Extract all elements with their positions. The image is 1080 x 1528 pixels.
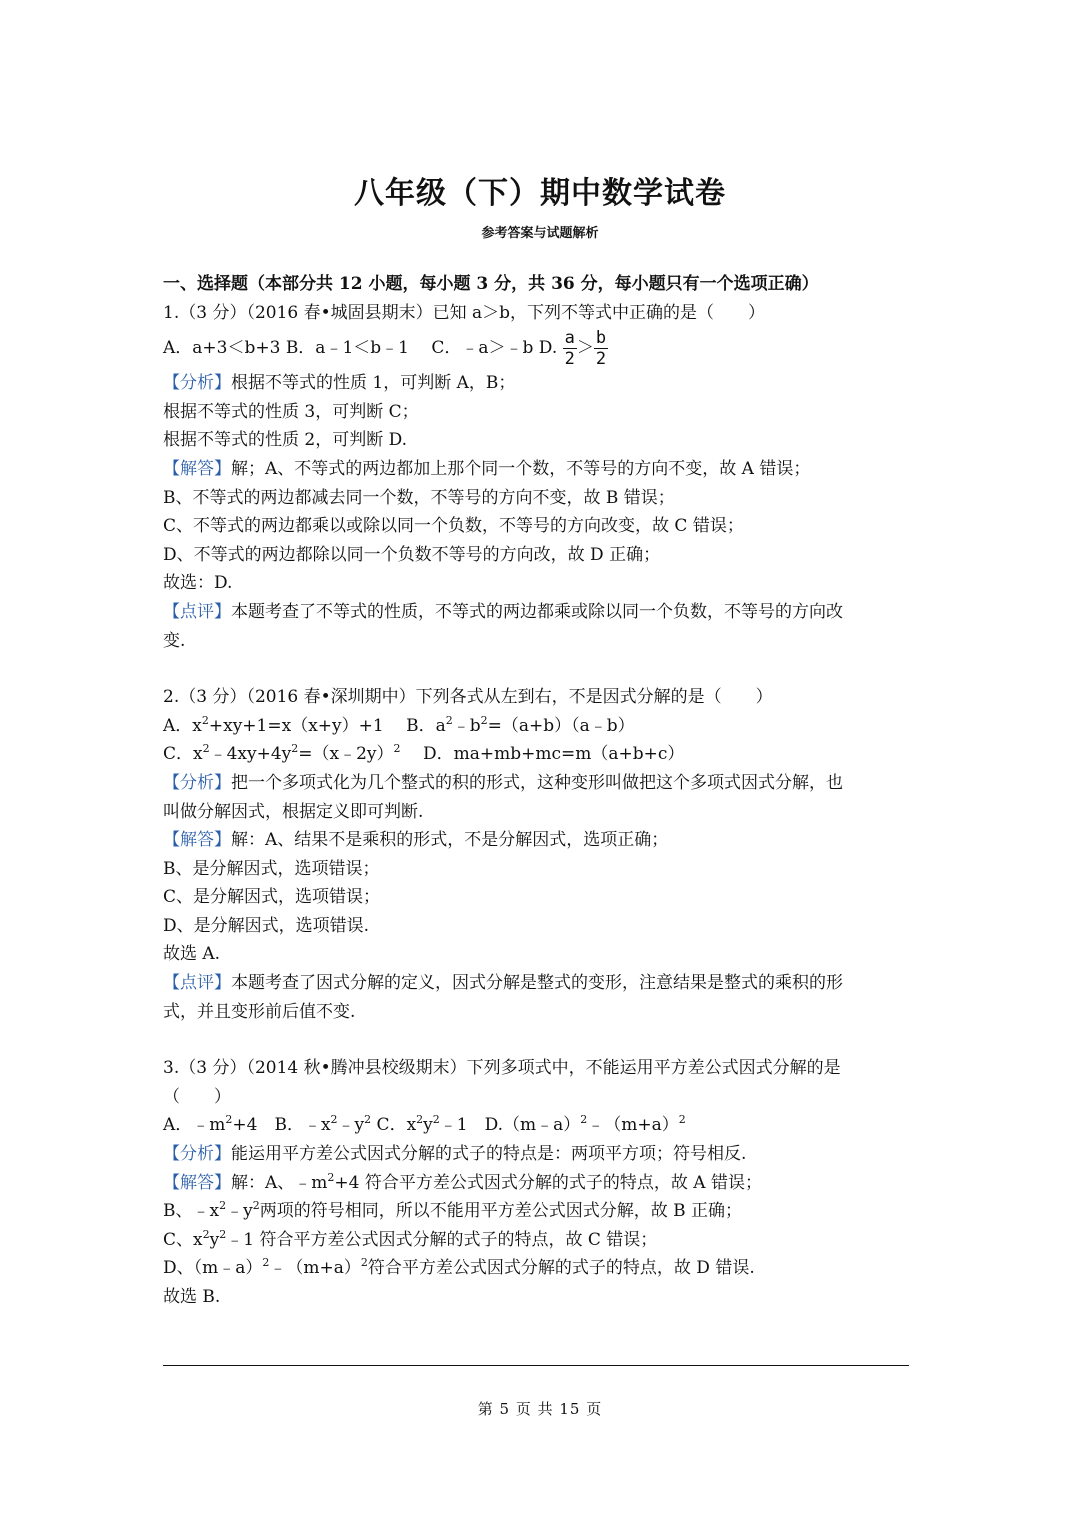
q1-option-d-right-fraction: $\frac{b}{2}$ (595, 328, 607, 370)
answer-tag: 【解答】 (163, 458, 231, 479)
q3-stem: 3.（3 分）（2014 秋•腾冲县校级期末）下列多项式中，不能运用平方差公式因式分解的是 (163, 1058, 841, 1079)
footer-divider (163, 1365, 909, 1366)
q1-options (163, 327, 923, 369)
q1-options-text: A．a+3＜b+3 B．a﹣1＜b﹣1 C．﹣a＞﹣b D. (163, 338, 558, 359)
comment-tag: 【点评】 (163, 973, 231, 994)
q2-answer-line: B、是分解因式，选项错误； (163, 858, 380, 879)
analysis-tag: 【分析】 (163, 373, 231, 394)
answer-tag: 【解答】 (163, 830, 231, 851)
q2-stem: 2.（3 分）（2016 春•深圳期中）下列各式从左到右，不是因式分解的是（ ） (163, 687, 773, 708)
section-heading: 一、选择题（本部分共 12 小题，每小题 3 分，共 36 分，每小题只有一个选项正确） (163, 274, 819, 294)
q3-answer-line-d: D、$(m﹣a)^2﹣(m+a)^2$符合平方差公式因式分解的式子的特点，故 D 错误. (163, 1256, 755, 1279)
answer-tag: 【解答】 (163, 1172, 231, 1193)
q1-option-d-gt: ＞ (576, 338, 594, 359)
page-title: 八年级（下）期中数学试卷 (354, 176, 726, 211)
spacer (163, 655, 923, 683)
q2-answer: 【解答】解：A、结果不是乘积的形式，不是分解因式，选项正确； (163, 830, 669, 851)
analysis-tag: 【分析】 (163, 772, 231, 793)
analysis-tag: 【分析】 (163, 1144, 231, 1165)
document-body (163, 270, 923, 1312)
q1-analysis: 【分析】根据不等式的性质 1，可判断 A，B； (163, 373, 516, 394)
q1-analysis-line: 根据不等式的性质 2，可判断 D. (163, 430, 408, 451)
q1-stem: 1.（3 分）（2016 春•城固县期末）已知 a＞b，下列不等式中正确的是（ ） (163, 302, 766, 323)
q1-answer: 【解答】解；A、不等式的两边都加上那个同一个数，不等号的方向不变，故 A 错误； (163, 458, 811, 479)
q2-answer-line: D、是分解因式，选项错误. (163, 915, 370, 936)
q1-answer-line: B、不等式的两边都减去同一个数，不等号的方向不变，故 B 错误； (163, 487, 675, 508)
q1-option-d-left-fraction: $\frac{a}{2}$ (564, 328, 575, 370)
q2-options-ab: A．$x^2+xy+1=x(x+y)+1$ B．$a^2﹣b^2=(a+b)(a﹣b)$ (163, 713, 635, 736)
q1-analysis-line: 根据不等式的性质 3，可判断 C； (163, 401, 419, 422)
q1-answer-line: C、不等式的两边都乘以或除以同一个负数，不等号的方向改变，故 C 错误； (163, 516, 744, 537)
q3-stem-line: （ ） (163, 1086, 231, 1107)
q1-comment: 【点评】本题考查了不等式的性质，不等式的两边都乘或除以同一个负数，不等号的方向改 (163, 601, 843, 622)
q2-comment: 【点评】本题考查了因式分解的定义，因式分解是整式的变形，注意结果是整式的乘积的形 (163, 973, 843, 994)
q3-options: A．$﹣m^2+4$ B．$﹣x^2﹣y^2$ C．$x^2y^2﹣1$ $D.(m﹣a)^2﹣(m+a)^2$ (163, 1113, 686, 1136)
q3-answer-line-c: C、$x^2y^2﹣1$ 符合平方差公式因式分解的式子的特点，故 C 错误； (163, 1227, 658, 1250)
q2-options-cd: C．$x^2﹣4xy+4y^2=(x﹣2y)^2$ D．ma+mb+mc=m（a+b+c） (163, 742, 685, 765)
q3-answer-line-b: B、$﹣x^2﹣y^2$两项的符号相同，所以不能用平方差公式因式分解，故 B 正确； (163, 1199, 743, 1222)
q1-answer-line: 故选：D. (163, 573, 233, 594)
q2-analysis: 【分析】把一个多项式化为几个整式的积的形式，这种变形叫做把这个多项式因式分解，也 (163, 772, 843, 793)
q1-comment-line: 变. (163, 630, 186, 651)
q1-answer-line: D、不等式的两边都除以同一个负数不等号的方向改，故 D 正确； (163, 544, 661, 565)
comment-tag: 【点评】 (163, 601, 231, 622)
q3-conclusion: 故选 B. (163, 1287, 221, 1307)
q2-comment-line: 式，并且变形前后值不变. (163, 1001, 356, 1022)
page-number-footer: 第 5 页 共 15 页 (477, 1400, 603, 1418)
page-subtitle: 参考答案与试题解析 (481, 226, 599, 241)
q2-analysis-line: 叫做分解因式，根据定义即可判断. (163, 801, 424, 822)
q3-answer: 【解答】解：A、$﹣m^2+4$ 符合平方差公式因式分解的式子的特点，故 A 错误； (163, 1170, 762, 1193)
spacer (163, 1026, 923, 1054)
q3-analysis: 【分析】能运用平方差公式因式分解的式子的特点是：两项平方项；符号相反. (163, 1144, 747, 1165)
q2-answer-line: C、是分解因式，选项错误； (163, 887, 381, 908)
q2-answer-line: 故选 A. (163, 944, 221, 965)
